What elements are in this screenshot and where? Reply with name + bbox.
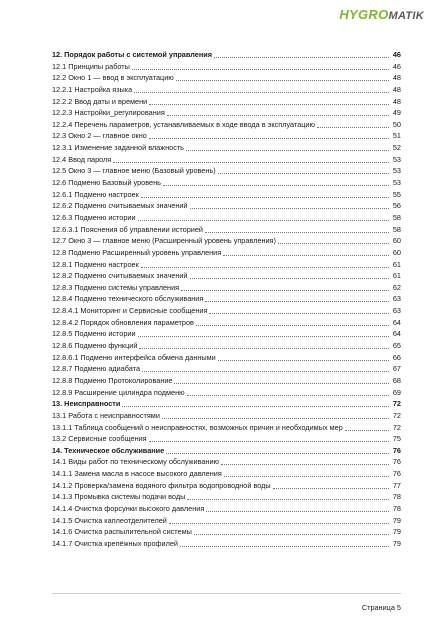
toc-entry-title: 12.8.4 Подменю технического обслуживания [52,294,204,304]
toc-entry-page: 58 [392,212,401,222]
toc-entry[interactable] [52,352,401,364]
toc-dot-leader [169,515,389,524]
toc-section-heading[interactable] [52,445,401,457]
toc-dot-leader [190,270,389,279]
toc-dot-leader [278,235,389,244]
toc-entry-page: 56 [392,201,401,211]
toc-entry-page: 46 [392,61,401,71]
toc-entry-page: 67 [392,364,401,374]
toc-entry-title: 12.3.1 Изменение заданной влажность [52,143,184,153]
toc-entry-page: 49 [392,108,401,118]
toc-entry-page: 48 [392,84,401,94]
toc-dot-leader [149,96,389,105]
toc-entry-page: 46 [392,50,401,59]
toc-entry-title: 12.8.5 Подменю истории [52,329,136,339]
toc-entry-page: 51 [392,131,401,141]
toc-entry[interactable] [52,224,401,236]
toc-dot-leader [167,107,389,116]
toc-entry[interactable] [52,282,401,294]
toc-entry-page: 61 [392,259,401,269]
toc-entry-page: 63 [392,306,401,316]
toc-entry-title: 14. Техническое обслуживание [52,445,165,455]
toc-entry[interactable] [52,200,401,212]
toc-entry-title: 12. Порядок работы с системой управления [52,50,213,59]
toc-dot-leader [122,398,389,407]
toc-entry-title: 12.6.3 Подменю истории [52,212,136,222]
toc-entry-page: 64 [392,317,401,327]
toc-entry-title: 12.5 Окно 3 — главное меню (Базовый уровень) [52,166,216,176]
hygromatik-logo [339,7,424,22]
toc-entry-title: 13.2 Сервисные сообщения [52,434,147,444]
toc-dot-leader [187,491,389,500]
toc-entry-title: 12.8.8 Подменю Протоколирование [52,375,173,385]
toc-dot-leader [345,422,389,431]
toc-dot-leader [180,538,389,547]
toc-dot-leader [214,49,389,58]
toc-entry-title: 12.8.7 Подменю адиабата [52,364,140,374]
toc-entry[interactable] [52,422,401,434]
toc-entry-page: 72 [392,422,401,432]
page-number: Страница 5 [361,603,401,612]
toc-entry-page: 65 [392,341,401,351]
toc-entry-title: 12.6.3.1 Пояснения об управлении историей [52,224,204,234]
toc-entry[interactable] [52,387,401,399]
toc-entry-page: 76 [392,457,401,467]
toc-dot-leader [221,456,389,465]
toc-entry[interactable] [52,165,401,177]
toc-entry-page: 64 [392,329,401,339]
toc-entry[interactable] [52,468,401,480]
footer-divider [52,593,401,594]
toc-entry[interactable] [52,293,401,305]
toc-entry[interactable] [52,526,401,538]
logo-part-hygro: HYGRO [339,7,389,22]
toc-entry-page: 72 [392,410,401,420]
toc-entry-page: 55 [392,189,401,199]
toc-entry[interactable] [52,317,401,329]
toc-entry-title: 12.3 Окно 2 — главное окно [52,131,147,141]
toc-entry-title: 12.8 Подменю Расширенный уровень управления [52,247,222,257]
toc-entry[interactable] [52,363,401,375]
logo-part-matik: MATIK [388,10,424,22]
toc-dot-leader [149,433,389,442]
toc-entry-page: 77 [392,480,401,490]
toc-dot-leader [317,119,389,128]
toc-dot-leader [205,293,389,302]
toc-entry-page: 63 [392,294,401,304]
toc-entry[interactable] [52,96,401,108]
toc-dot-leader [194,526,389,535]
toc-entry-page: 53 [392,166,401,176]
toc-entry-title: 12.8.6 Подменю функций [52,341,138,351]
toc-entry[interactable] [52,154,401,166]
toc-entry-page: 79 [392,515,401,525]
toc-entry[interactable] [52,410,401,422]
toc-entry-title: 14.1 Виды работ по техническому обслуживанию [52,457,220,467]
toc-entry[interactable] [52,72,401,84]
toc-dot-leader [218,352,389,361]
toc-entry[interactable] [52,142,401,154]
toc-entry-page: 50 [392,119,401,129]
toc-entry-page: 76 [392,445,401,455]
toc-dot-leader [218,165,389,174]
toc-entry-title: 12.2.3 Настройки_регулирования [52,108,165,118]
toc-dot-leader [163,177,389,186]
toc-entry-page: 79 [392,527,401,537]
toc-entry-title: 12.6 Подменю Базовый уровень [52,178,161,188]
toc-entry-title: 14.1.7 Очистка крепёжных профилей [52,538,178,548]
toc-dot-leader [181,282,389,291]
toc-entry-page: 78 [392,503,401,513]
toc-entry-title: 12.8.4.2 Порядок обновления параметров [52,317,194,327]
toc-dot-leader [162,410,389,419]
toc-entry-title: 12.6.2 Подменю считываемых значений [52,201,188,211]
toc-entry[interactable] [52,61,401,73]
toc-entry[interactable] [52,259,401,271]
toc-dot-leader [149,130,389,139]
toc-entry-page: 75 [392,434,401,444]
toc-section-heading[interactable] [52,49,401,61]
toc-entry[interactable] [52,503,401,515]
toc-entry[interactable] [52,305,401,317]
toc-entry-page: 53 [392,154,401,164]
toc-entry[interactable] [52,270,401,282]
toc-dot-leader [186,142,389,151]
toc-entry-title: 14.1.5 Очистка каплеотделителей [52,515,167,525]
toc-entry-page: 79 [392,538,401,548]
toc-entry-title: 12.8.4.1 Мониторинг и Сервисные сообщения [52,306,208,316]
toc-entry[interactable] [52,456,401,468]
toc-entry-page: 48 [392,96,401,106]
toc-dot-leader [141,189,389,198]
toc-entry-title: 13. Неисправности [52,399,121,409]
toc-entry-title: 12.8.6.1 Подменю интерфейса обмена данными [52,352,216,362]
toc-dot-leader [206,503,389,512]
toc-dot-leader [134,84,389,93]
toc-dot-leader [223,247,389,256]
toc-entry-page: 53 [392,178,401,188]
toc-entry-title: 12.6.1 Подменю настроек [52,189,139,199]
toc-dot-leader [113,154,389,163]
table-of-contents [52,49,401,550]
toc-entry-page: 61 [392,271,401,281]
toc-entry[interactable] [52,212,401,224]
toc-entry[interactable] [52,119,401,131]
toc-entry-page: 69 [392,387,401,397]
toc-entry[interactable] [52,247,401,259]
toc-entry-title: 12.8.9 Расширение цилиндра подменю [52,387,185,397]
toc-entry-title: 12.1 Принципы работы [52,61,130,71]
toc-entry-title: 14.1.4 Очистка форсунки высокого давления [52,503,205,513]
toc-dot-leader [142,363,389,372]
toc-entry-page: 78 [392,492,401,502]
toc-entry-title: 13.1 Работа с неисправностями [52,410,160,420]
toc-entry-title: 12.8.3 Подменю системы управления [52,282,180,292]
toc-entry[interactable] [52,235,401,247]
toc-entry-page: 48 [392,73,401,83]
toc-entry-title: 12.8.1 Подменю настроек [52,259,139,269]
toc-entry-title: 12.2 Окно 1 — ввод в эксплуатацию [52,73,174,83]
toc-dot-leader [174,375,389,384]
toc-entry-title: 14.1.6 Очистка распылительной системы [52,527,192,537]
toc-entry[interactable] [52,538,401,550]
toc-entry-page: 62 [392,282,401,292]
toc-entry-page: 76 [392,469,401,479]
toc-entry-title: 12.7 Окно 3 — главное меню (Расширенный уровень управления) [52,236,276,246]
toc-entry-page: 66 [392,352,401,362]
toc-dot-leader [138,328,389,337]
toc-dot-leader [141,259,389,268]
toc-entry-title: 13.1.1 Таблица сообщений о неисправностях, возможных причин и необходимых мер [52,422,343,432]
toc-entry[interactable] [52,177,401,189]
toc-dot-leader [138,212,389,221]
toc-section-heading[interactable] [52,398,401,410]
toc-entry[interactable] [52,491,401,503]
toc-entry-page: 60 [392,247,401,257]
toc-entry-page: 60 [392,236,401,246]
toc-dot-leader [209,305,389,314]
toc-entry-title: 12.8.2 Подменю считываемых значений [52,271,188,281]
toc-entry-title: 12.4 Ввод пароля [52,154,112,164]
toc-entry[interactable] [52,433,401,445]
toc-dot-leader [187,387,389,396]
toc-entry[interactable] [52,340,401,352]
toc-dot-leader [190,200,389,209]
toc-dot-leader [224,468,389,477]
toc-dot-leader [273,480,389,489]
toc-entry[interactable] [52,375,401,387]
toc-entry-title: 14.1.2 Проверка/замена водяного фильтра водопроводной воды [52,480,271,490]
toc-entry-page: 52 [392,143,401,153]
toc-entry[interactable] [52,189,401,201]
toc-entry-page: 72 [392,399,401,409]
toc-entry-title: 12.2.2 Ввод даты и времени [52,96,148,106]
toc-dot-leader [176,72,389,81]
toc-entry[interactable] [52,130,401,142]
toc-dot-leader [196,317,389,326]
toc-entry[interactable] [52,515,401,527]
toc-entry-page: 58 [392,224,401,234]
toc-entry[interactable] [52,328,401,340]
toc-entry-title: 14.1.3 Промывка системы подачи воды [52,492,186,502]
toc-entry-title: 12.2.1 Настройка языка [52,84,133,94]
toc-entry[interactable] [52,84,401,96]
toc-entry[interactable] [52,107,401,119]
toc-dot-leader [166,445,389,454]
toc-dot-leader [205,224,389,233]
toc-dot-leader [132,61,389,70]
toc-entry-page: 68 [392,375,401,385]
toc-entry[interactable] [52,480,401,492]
toc-entry-title: 14.1.1 Замена масла в насосе высокого давления [52,469,222,479]
toc-dot-leader [139,340,389,349]
toc-entry-title: 12.2.4 Перечень параметров, устанавливаемых в ходе ввода в эксплуатацию [52,119,315,129]
